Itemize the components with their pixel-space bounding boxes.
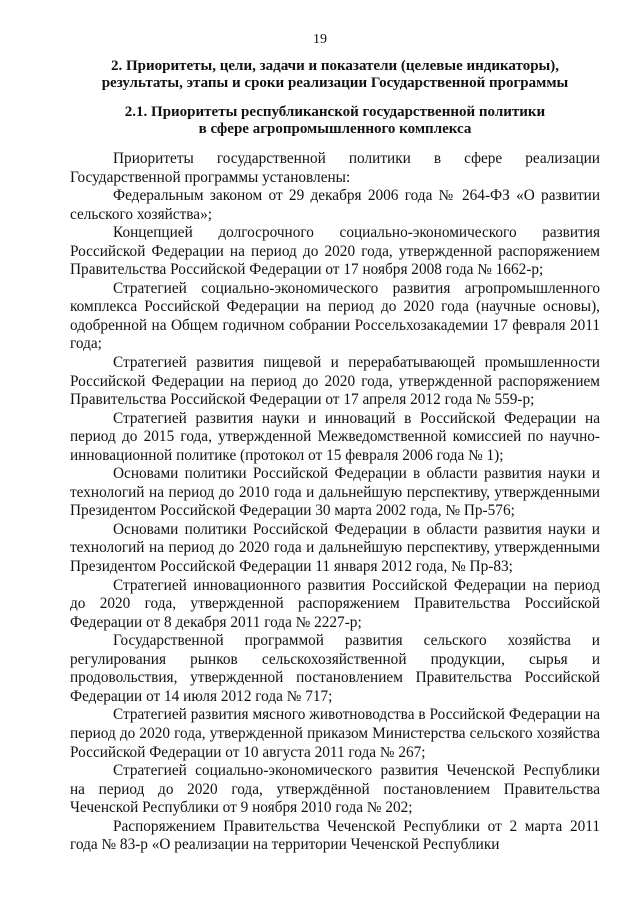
paragraph: Стратегией развития науки и инноваций в Российской Федерации на период до 2015 года, утвержденной Межведомственной комиссией по научно-инновационной политике (протокол от 15 февраля 2006 года № 1); [70, 409, 600, 464]
paragraph: Стратегией социально-экономического развития Чеченской Республики на период до 2020 года, утверждённой постановлением Правительства Чеченской Республики от 9 ноября 2010 года № 202; [70, 762, 600, 817]
paragraph: Приоритеты государственной политики в сфере реализации Государственной программы установлены: [70, 150, 600, 186]
paragraph: Основами политики Российской Федерации в области развития науки и технологий на период до 2010 года и дальнейшую перспективу, утвержденными Президентом Российской Федерации 30 марта 2002 года, № Пр-576; [70, 465, 600, 520]
section-heading [70, 58, 600, 92]
paragraph: Федеральным законом от 29 декабря 2006 года № 264-ФЗ «О развитии сельского хозяйства»; [70, 187, 600, 223]
subsection-heading-line-2: в сфере агропромышленного комплекса [198, 121, 472, 137]
paragraph: Стратегией социально-экономического развития агропромышленного комплекса Российской Федерации на период до 2020 года (научные основы), одобренной на Общем годичном собрании Россельхозакадемии 17 февраля 2011 года; [70, 279, 600, 353]
paragraph: Распоряжением Правительства Чеченской Республики от 2 марта 2011 года № 83-р «О реализации на территории Чеченской Республики [70, 817, 600, 854]
subsection-heading [70, 104, 600, 138]
paragraph: Концепцией долгосрочного социально-экономического развития Российской Федерации на период до 2020 года, утвержденной распоряжением Правительства Российской Федерации от 17 ноября 2008 года № 1662-р; [70, 224, 600, 279]
paragraph: Стратегией инновационного развития Российской Федерации на период до 2020 года, утвержденной распоряжением Правительства Российской Федерации от 8 декабря 2011 года № 2227-р; [70, 576, 600, 631]
page-number: 19 [313, 32, 327, 47]
section-heading-line-2: результаты, этапы и сроки реализации Государственной программы [101, 75, 569, 91]
body-text [70, 150, 600, 855]
paragraph: Государственной программой развития сельского хозяйства и регулирования рынков сельскохозяйственной продукции, сырья и продовольствия, утвержденной постановлением Правительства Российской Федерации от 14 июля 2012 года № 717; [70, 632, 600, 705]
section-heading-line-1: 2. Приоритеты, цели, задачи и показатели (целевые индикаторы), [111, 58, 559, 74]
paragraph: Стратегией развития мясного животноводства в Российской Федерации на период до 2020 года, утвержденной приказом Министерства сельского хозяйства Российской Федерации от 10 августа 2011 года № 267; [70, 706, 600, 761]
paragraph: Основами политики Российской Федерации в области развития науки и технологий на период до 2020 года и дальнейшую перспективу, утвержденными Президентом Российской Федерации 11 января 2012 года, № Пр-83; [70, 520, 600, 576]
paragraph: Стратегией развития пищевой и перерабатывающей промышленности Российской Федерации на период до 2020 года, утвержденной распоряжением Правительства Российской Федерации от 17 апреля 2012 года № 559-р; [70, 354, 600, 409]
subsection-heading-line-1: 2.1. Приоритеты республиканской государственной политики [124, 104, 546, 120]
